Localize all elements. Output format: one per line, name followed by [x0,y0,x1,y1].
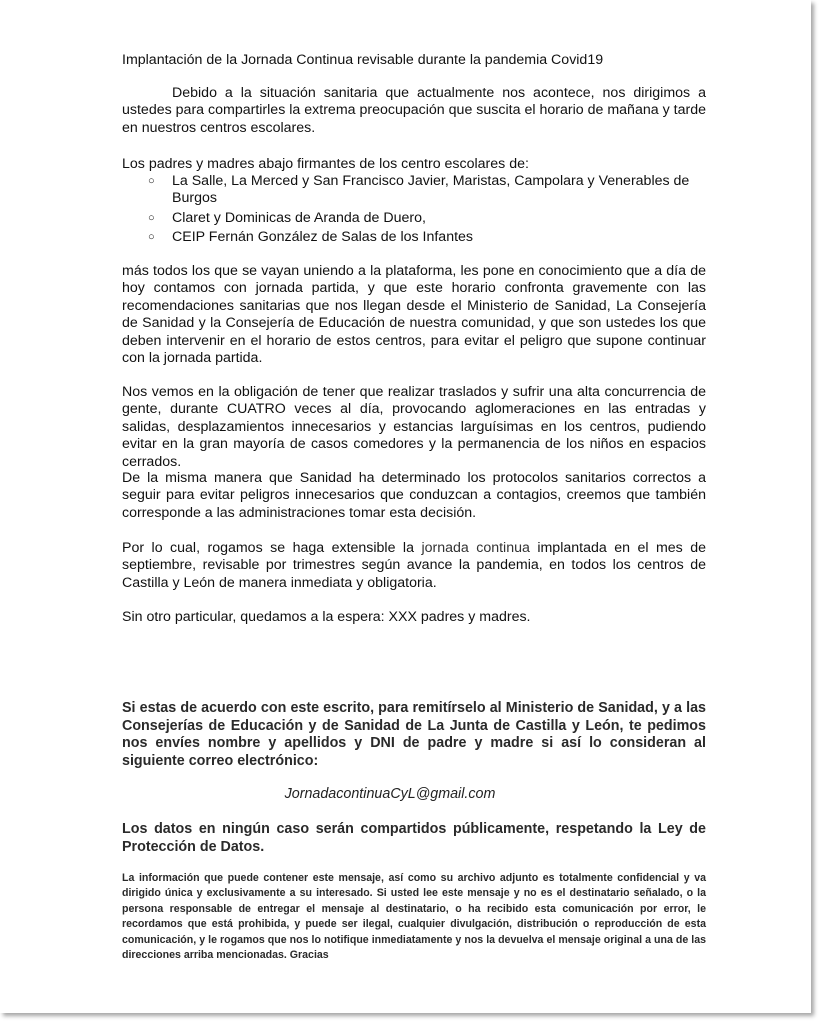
list-item [148,173,708,208]
contact-email: JornadacontinuaCyL@gmail.com [284,786,496,802]
sanidad-paragraph: De la misma manera que Sanidad ha determinado los protocolos sanitarios correctos a seguir para evitar peligros innecesarios que conduzcan a contagios, creemos que también corresponde a las administraciones tomar esta decisión. [122,470,706,521]
list-item [148,210,708,227]
closing-line: Sin otro particular, quedamos a la espera: XXX padres y madres. [122,609,531,625]
list-item [148,229,708,246]
bullet-circle-icon: ○ [148,175,155,187]
schools-list [148,173,708,249]
bullet-circle-icon: ○ [148,231,155,244]
platform-paragraph: más todos los que se vayan uniendo a la plataforma, les pone en conocimiento que a día de hoy contamos con jornada partida, y que este horario confronta gravemente con las recomendaciones sanitarias que nos llegan desde el Ministerio de Sanidad, La Consejería de Sanidad y la Consejería de Educación de nuestra comunidad, y que son ustedes los que deben intervenir en el horario de estos centros, para evitar el peligro que supone continuar con la jornada partida. [122,263,706,367]
school-name: La Salle, La Merced y San Francisco Javier, Maristas, Campolara y Venerables de Burgos [172,173,690,207]
bullet-circle-icon: ○ [148,211,155,224]
document-title: Implantación de la Jornada Continua revisable durante la pandemia Covid19 [122,52,604,68]
intro-paragraph: Debido a la situación sanitaria que actualmente nos acontece, nos dirigimos a ustedes para compartirles la extrema preocupación que suscita el horario de mañana y tarde en nuestros centros escolares. [122,85,706,136]
request-text-end: implantada en el mes de septiembre, revisable por trimestres según avance la pandemia, en todos los centros de Castilla y León de manera inmediata y obligatoria. [122,540,706,591]
confidentiality-disclaimer: La información que puede contener este mensaje, así como su archivo adjunto es totalmente confidencial y va dirigido única y exclusivamente a su interesado. Si usted lee este mensaje y no es el destinatario señalado, o la persona responsable de entregar el mensaje al destinatario, o ha recibido esta comunicación por error, le recordamos que está prohibida, y puede ser ilegal, cualquier divulgación, distribución o reproducción de esta comunicación, y le rogamos que nos lo notifique inmediatamente y nos la devuelva el mensaje original a una de las direcciones arriba mencionadas. Gracias [122,872,706,962]
request-highlight: jornada continua [421,540,530,556]
signatories-lead: Los padres y madres abajo firmantes de los centro escolares de: [122,156,529,172]
school-name: Claret y Dominicas de Aranda de Duero, [172,209,426,226]
request-text-start: Por lo cual, rogamos se haga extensible la [122,540,422,556]
school-name: CEIP Fernán González de Salas de los Infantes [172,229,474,246]
call-to-action-paragraph: Si estas de acuerdo con este escrito, para remitírselo al Ministerio de Sanidad, y a las Consejerías de Educación y de Sanidad de La Junta de Castilla y León, te pedimos nos envíes nombre y apellidos y DNI de padre y madre si así lo consideran al siguiente correo electrónico: [122,700,706,769]
request-paragraph [122,540,706,592]
privacy-notice: Los datos en ningún caso serán compartidos públicamente, respetando la Ley de Protección de Datos. [122,821,706,855]
obligation-paragraph: Nos vemos en la obligación de tener que realizar traslados y sufrir una alta concurrencia de gente, durante CUATRO veces al día, provocando aglomeraciones en las entradas y salidas, desplazamientos innecesarios y estancias larguísimas en los centros, pudiendo evitar en la gran mayoría de casos comedores y la permanencia de los niños en espacios cerrados. [122,384,706,470]
